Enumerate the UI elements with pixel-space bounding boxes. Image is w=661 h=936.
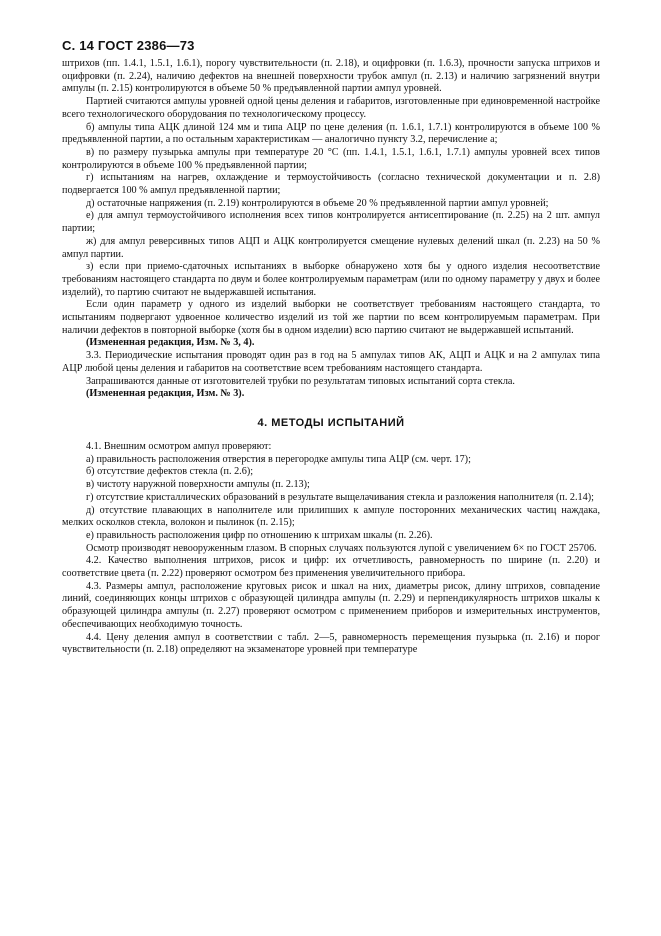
section-4-text: [62, 441, 600, 657]
paragraph: в) по размеру пузырька ампулы при температуре 20 °С (пп. 1.4.1, 1.5.1, 1.6.1, 1.7.1) ампулы уровней всех типов контролируются в объеме 100 % предъявленной партии;: [62, 146, 600, 171]
paragraph: (Измененная редакция, Изм. № 3).: [86, 388, 245, 400]
paragraph: 3.3. Периодические испытания проводят один раз в год на 5 ампулах типов АК, АЦП и АЦК и на 2 ампулах типа АЦР любой цены деления и габаритов на соответствие всем требованиям настоящего стандарта.: [62, 350, 600, 374]
paragraph: е) правильность расположения цифр по отношению к штрихам шкалы (п. 2.26).: [86, 529, 433, 541]
section-title: 4. МЕТОДЫ ИСПЫТАНИЙ: [257, 416, 405, 429]
paragraph: б) отсутствие дефектов стекла (п. 2.6);: [86, 466, 254, 478]
paragraph: б) ампулы типа АЦК длиной 124 мм и типа АЦР по цене деления (п. 1.6.1, 1.7.1) контролируются в объеме 100 % предъявленной партии, а по остальным характеристикам — аналогично пункту 3.2, перечисление а;: [62, 121, 600, 146]
paragraph: 4.2. Качество выполнения штрихов, рисок и цифр: их отчетливость, равномерность по ширине (п. 2.20) и соответствие цвета (п. 2.22) проверяют осмотром без применения увеличительного прибора.: [62, 555, 600, 580]
paragraph: г) отсутствие кристаллических образований в результате выщелачивания стекла и разложения наполнителя (п. 2.14);: [86, 491, 594, 503]
paragraph: Если один параметр у одного из изделий выборки не соответствует требованиям настоящего стандарта, то испытаниям подвергают удвоенное количество изделий из той же партии по всем контролируемым параметрам. При наличии дефектов в повторной выборке (хотя бы в одном изделии) всю партию считают не выдержавшей испытаний.: [62, 299, 600, 336]
paragraph: Запрашиваются данные от изготовителей трубки по результатам типовых испытаний сорта стекла.: [86, 375, 515, 387]
paragraph: д) остаточные напряжения (п. 2.19) контролируются в объеме 20 % предъявленной партии ампул уровней;: [86, 197, 549, 209]
paragraph: штрихов (пп. 1.4.1, 1.5.1, 1.6.1), порогу чувствительности (п. 2.18), и оцифровки (п. 1.6.3), прочности запуска штрихов и оцифровки (п. 2.24), наличию дефектов на внешней поверхности трубок ампул (п. 2.13) и наличию загрязнений внутри ампулы (п. 2.15) контролируются в объеме 50 % предъявленной партии ампул уровней.: [62, 58, 600, 95]
section-3-text: [62, 58, 600, 401]
paragraph: ж) для ампул реверсивных типов АЦП и АЦК контролируется смещение нулевых делений шкал (п. 2.23) на 50 % ампул партии.: [62, 235, 600, 260]
paragraph: е) для ампул термоустойчивого исполнения всех типов контролируется антисептирование (п. 2.25) на 2 шт. ампул партии;: [62, 210, 600, 235]
paragraph: з) если при приемо-сдаточных испытаниях в выборке обнаружено хотя бы у одного изделия несоответствие требованиям настоящего стандарта по двум и более контролируемым параметрам (или по одному параметру у двух и более изделий), то партию считают не выдержавшей испытания.: [62, 261, 600, 298]
paragraph: в) чистоту наружной поверхности ампулы (п. 2.13);: [86, 479, 310, 491]
paragraph: 4.1. Внешним осмотром ампул проверяют:: [86, 440, 272, 452]
paragraph: 4.3. Размеры ампул, расположение круговых рисок и шкал на них, диаметры рисок, длину штрихов, совпадение линий, соединяющих концы штрихов с образующей цилиндра ампулы (п. 2.29) и перпендикулярность штрихов шкалы к образующей цилиндра ампулы (п. 2.27) проверяют осмотром с применением приборов и измерительных инструментов, обеспечивающих необходимую точность.: [62, 580, 600, 630]
paragraph: г) испытаниям на нагрев, охлаждение и термоустойчивость (согласно технической документации и п. 2.8) подвергается 100 % ампул предъявленной партии;: [62, 172, 600, 197]
document-page: [62, 38, 600, 657]
paragraph: Осмотр производят невооруженным глазом. В спорных случаях пользуются лупой с увеличением 6× по ГОСТ 25706.: [86, 542, 597, 554]
paragraph: 4.4. Цену деления ампул в соответствии с табл. 2—5, равномерность перемещения пузырька (п. 2.16) и порог чувствительности (п. 2.18) определяют на экзаменаторе уровней при температуре: [62, 631, 600, 656]
paragraph: а) правильность расположения отверстия в перегородке ампулы типа АЦР (см. черт. 17);: [86, 453, 471, 465]
page-header: С. 14 ГОСТ 2386—73: [62, 38, 195, 53]
paragraph: д) отсутствие плавающих в наполнителе или прилипших к ампуле посторонних механических частиц наждака, мелких осколков стекла, волокон и пылинок (п. 2.15);: [62, 504, 600, 529]
paragraph: (Измененная редакция, Изм. № 3, 4).: [86, 337, 255, 349]
paragraph: Партией считаются ампулы уровней одной цены деления и габаритов, изготовленные при единовременной настройке всего технологического оборудования по технологическому процессу.: [62, 96, 600, 120]
